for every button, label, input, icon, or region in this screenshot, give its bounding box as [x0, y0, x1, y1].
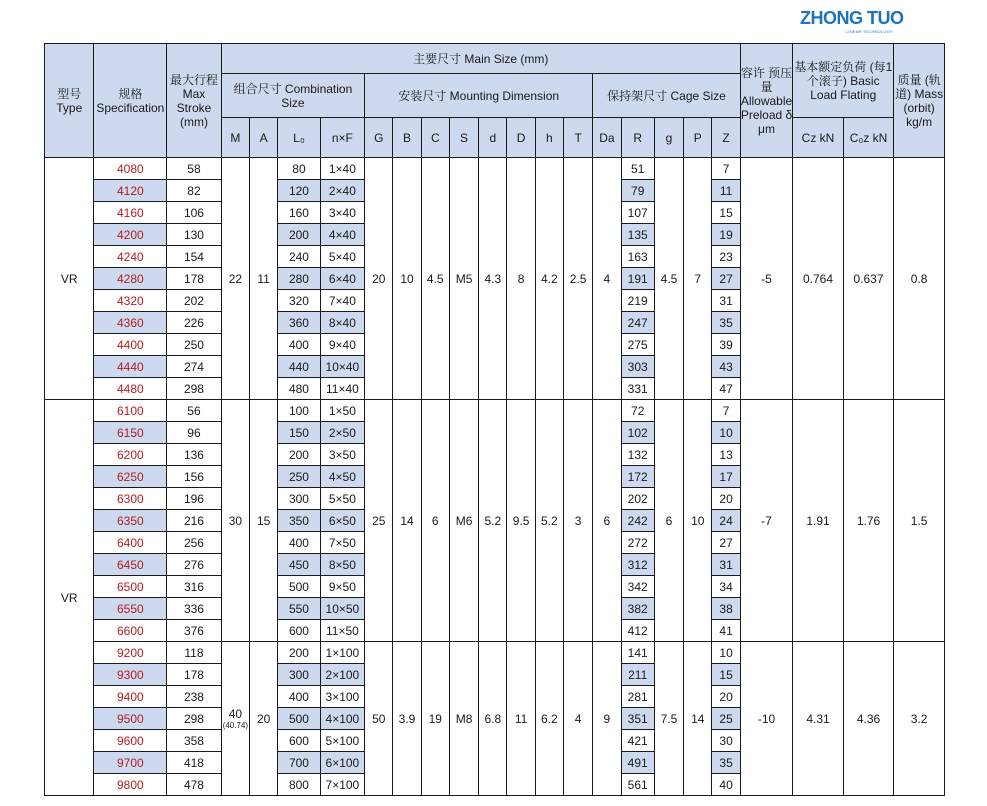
shared-preload-cell: -5: [740, 158, 793, 400]
stroke-cell: 358: [167, 730, 222, 752]
col-header: A: [250, 118, 278, 158]
m-note: (40.74): [222, 721, 249, 730]
z-cell: 40: [712, 774, 740, 796]
r-cell: 491: [621, 752, 654, 774]
header-cz: Cz kN: [793, 118, 844, 158]
r-cell: 382: [621, 598, 654, 620]
z-cell: 17: [712, 466, 740, 488]
type-cell: VR: [45, 158, 94, 400]
col-header: h: [535, 118, 563, 158]
spec-cell: 6150: [94, 422, 167, 444]
spec-cell: 6450: [94, 554, 167, 576]
l0-cell: 400: [278, 334, 320, 356]
table-row: [45, 158, 945, 180]
r-cell: 351: [621, 708, 654, 730]
shared-b-cell: 3.9: [393, 642, 421, 796]
nf-cell: 5×100: [320, 730, 364, 752]
spec-cell: 4080: [94, 158, 167, 180]
spec-cell: 9200: [94, 642, 167, 664]
shared-b-cell: 10: [393, 158, 421, 400]
l0-cell: 200: [278, 224, 320, 246]
nf-cell: 10×40: [320, 356, 364, 378]
shared-d-cell: 11: [507, 642, 535, 796]
z-cell: 39: [712, 334, 740, 356]
z-cell: 27: [712, 532, 740, 554]
spec-cell: 4240: [94, 246, 167, 268]
l0-cell: 800: [278, 774, 320, 796]
z-cell: 15: [712, 202, 740, 224]
stroke-cell: 202: [167, 290, 222, 312]
col-header: P: [684, 118, 712, 158]
spec-cell: 9400: [94, 686, 167, 708]
shared-g-cell: 50: [365, 642, 393, 796]
col-header: S: [449, 118, 478, 158]
r-cell: 72: [621, 400, 654, 422]
shared-g-cell: 7.5: [654, 642, 683, 796]
z-cell: 27: [712, 268, 740, 290]
shared-h-cell: 4.2: [535, 158, 563, 400]
spec-table: [44, 43, 945, 796]
l0-cell: 320: [278, 290, 320, 312]
l0-cell: 500: [278, 708, 320, 730]
stroke-cell: 376: [167, 620, 222, 642]
stroke-cell: 250: [167, 334, 222, 356]
nf-cell: 9×50: [320, 576, 364, 598]
shared-h-cell: 5.2: [535, 400, 563, 642]
col-header: R: [621, 118, 654, 158]
spec-cell: 9600: [94, 730, 167, 752]
spec-cell: 6250: [94, 466, 167, 488]
nf-cell: 6×100: [320, 752, 364, 774]
nf-cell: 6×50: [320, 510, 364, 532]
stroke-cell: 298: [167, 708, 222, 730]
shared-a-cell: 11: [250, 158, 278, 400]
l0-cell: 160: [278, 202, 320, 224]
l0-cell: 400: [278, 686, 320, 708]
shared-c0z-cell: 1.76: [843, 400, 894, 642]
shared-g-cell: 25: [365, 400, 393, 642]
nf-cell: 1×50: [320, 400, 364, 422]
shared-c0z-cell: 0.637: [843, 158, 894, 400]
stroke-cell: 418: [167, 752, 222, 774]
shared-p-cell: 14: [684, 642, 712, 796]
spec-cell: 4440: [94, 356, 167, 378]
col-header: Z: [712, 118, 740, 158]
r-cell: 247: [621, 312, 654, 334]
spec-cell: 4280: [94, 268, 167, 290]
shared-a-cell: 20: [250, 642, 278, 796]
header-combination: 组合尺寸 Combination Size: [221, 74, 364, 118]
nf-cell: 10×50: [320, 598, 364, 620]
col-header: Da: [593, 118, 621, 158]
l0-cell: 120: [278, 180, 320, 202]
r-cell: 191: [621, 268, 654, 290]
l0-cell: 400: [278, 532, 320, 554]
spec-cell: 6100: [94, 400, 167, 422]
l0-cell: 80: [278, 158, 320, 180]
l0-cell: 440: [278, 356, 320, 378]
r-cell: 51: [621, 158, 654, 180]
z-cell: 30: [712, 730, 740, 752]
stroke-cell: 56: [167, 400, 222, 422]
stroke-cell: 156: [167, 466, 222, 488]
r-cell: 107: [621, 202, 654, 224]
logo-name: ZHONG TUO: [800, 8, 904, 28]
r-cell: 135: [621, 224, 654, 246]
z-cell: 35: [712, 752, 740, 774]
shared-da-cell: 9: [593, 642, 621, 796]
r-cell: 172: [621, 466, 654, 488]
z-cell: 31: [712, 554, 740, 576]
z-cell: 13: [712, 444, 740, 466]
shared-b-cell: 14: [393, 400, 421, 642]
shared-t-cell: 2.5: [563, 158, 592, 400]
shared-da-cell: 4: [593, 158, 621, 400]
z-cell: 7: [712, 158, 740, 180]
r-cell: 202: [621, 488, 654, 510]
z-cell: 23: [712, 246, 740, 268]
shared-c-cell: 6: [421, 400, 449, 642]
nf-cell: 8×40: [320, 312, 364, 334]
type-cell: VR: [45, 400, 94, 796]
l0-cell: 300: [278, 664, 320, 686]
spec-cell: 6300: [94, 488, 167, 510]
shared-p-cell: 7: [684, 158, 712, 400]
r-cell: 281: [621, 686, 654, 708]
shared-s-cell: M8: [449, 642, 478, 796]
stroke-cell: 336: [167, 598, 222, 620]
nf-cell: 11×50: [320, 620, 364, 642]
stroke-cell: 276: [167, 554, 222, 576]
stroke-cell: 216: [167, 510, 222, 532]
header-type: 型号 Type: [45, 44, 94, 158]
nf-cell: 6×40: [320, 268, 364, 290]
r-cell: 312: [621, 554, 654, 576]
r-cell: 342: [621, 576, 654, 598]
shared-cz-cell: 4.31: [793, 642, 844, 796]
shared-g-cell: 6: [654, 400, 683, 642]
z-cell: 24: [712, 510, 740, 532]
shared-cz-cell: 0.764: [793, 158, 844, 400]
col-header: T: [563, 118, 592, 158]
stroke-cell: 118: [167, 642, 222, 664]
spec-cell: 6350: [94, 510, 167, 532]
stroke-cell: 274: [167, 356, 222, 378]
stroke-cell: 82: [167, 180, 222, 202]
z-cell: 47: [712, 378, 740, 400]
z-cell: 11: [712, 180, 740, 202]
l0-cell: 500: [278, 576, 320, 598]
l0-cell: 200: [278, 444, 320, 466]
l0-cell: 150: [278, 422, 320, 444]
shared-c0z-cell: 4.36: [843, 642, 894, 796]
col-header: B: [393, 118, 421, 158]
z-cell: 41: [712, 620, 740, 642]
nf-cell: 8×50: [320, 554, 364, 576]
stroke-cell: 178: [167, 268, 222, 290]
nf-cell: 3×100: [320, 686, 364, 708]
stroke-cell: 106: [167, 202, 222, 224]
shared-cz-cell: 1.91: [793, 400, 844, 642]
l0-cell: 350: [278, 510, 320, 532]
table-body: [45, 158, 945, 796]
z-cell: 10: [712, 422, 740, 444]
nf-cell: 2×50: [320, 422, 364, 444]
r-cell: 275: [621, 334, 654, 356]
col-header: C: [421, 118, 449, 158]
z-cell: 19: [712, 224, 740, 246]
r-cell: 421: [621, 730, 654, 752]
spec-cell: 6600: [94, 620, 167, 642]
nf-cell: 9×40: [320, 334, 364, 356]
m-value: 40: [228, 707, 243, 721]
header-spec: 规格 Specification: [94, 44, 167, 158]
l0-cell: 480: [278, 378, 320, 400]
stroke-cell: 154: [167, 246, 222, 268]
r-cell: 141: [621, 642, 654, 664]
shared-da-cell: 6: [593, 400, 621, 642]
l0-cell: 100: [278, 400, 320, 422]
r-cell: 412: [621, 620, 654, 642]
r-cell: 331: [621, 378, 654, 400]
nf-cell: 4×40: [320, 224, 364, 246]
r-cell: 219: [621, 290, 654, 312]
r-cell: 211: [621, 664, 654, 686]
shared-m-cell: 30: [221, 400, 249, 642]
col-header: g: [654, 118, 683, 158]
brand-logo: [800, 8, 904, 40]
shared-preload-cell: -7: [740, 400, 793, 642]
stroke-cell: 58: [167, 158, 222, 180]
col-header: n×F: [320, 118, 364, 158]
header-cage: 保持架尺寸 Cage Size: [593, 74, 740, 118]
r-cell: 303: [621, 356, 654, 378]
spec-cell: 4120: [94, 180, 167, 202]
z-cell: 10: [712, 642, 740, 664]
header-preload: 容许 预压量 Allowable Preload δ μm: [740, 44, 793, 158]
l0-cell: 600: [278, 730, 320, 752]
r-cell: 79: [621, 180, 654, 202]
nf-cell: 11×40: [320, 378, 364, 400]
shared-s-cell: M6: [449, 400, 478, 642]
table-row: [45, 642, 945, 664]
nf-cell: 7×100: [320, 774, 364, 796]
l0-cell: 700: [278, 752, 320, 774]
spec-cell: 4360: [94, 312, 167, 334]
header-main-size: 主要尺寸 Main Size (mm): [221, 44, 740, 74]
r-cell: 102: [621, 422, 654, 444]
stroke-cell: 226: [167, 312, 222, 334]
shared-p-cell: 10: [684, 400, 712, 642]
spec-cell: 6500: [94, 576, 167, 598]
spec-cell: 6400: [94, 532, 167, 554]
z-cell: 15: [712, 664, 740, 686]
nf-cell: 7×40: [320, 290, 364, 312]
l0-cell: 450: [278, 554, 320, 576]
col-header: G: [365, 118, 393, 158]
stroke-cell: 130: [167, 224, 222, 246]
r-cell: 242: [621, 510, 654, 532]
shared-h-cell: 6.2: [535, 642, 563, 796]
shared-preload-cell: -10: [740, 642, 793, 796]
l0-cell: 300: [278, 488, 320, 510]
l0-cell: 550: [278, 598, 320, 620]
logo-subtitle: LINEAR TECHNOLOGY: [846, 29, 893, 34]
z-cell: 34: [712, 576, 740, 598]
nf-cell: 1×40: [320, 158, 364, 180]
shared-c-cell: 19: [421, 642, 449, 796]
stroke-cell: 478: [167, 774, 222, 796]
nf-cell: 2×40: [320, 180, 364, 202]
z-cell: 43: [712, 356, 740, 378]
header-mounting: 安装尺寸 Mounting Dimension: [365, 74, 593, 118]
z-cell: 38: [712, 598, 740, 620]
z-cell: 31: [712, 290, 740, 312]
col-header: L₀: [278, 118, 320, 158]
spec-cell: 4320: [94, 290, 167, 312]
shared-mass-cell: 0.8: [894, 158, 945, 400]
spec-cell: 6200: [94, 444, 167, 466]
l0-cell: 200: [278, 642, 320, 664]
stroke-cell: 196: [167, 488, 222, 510]
spec-cell: 6550: [94, 598, 167, 620]
spec-cell: 9700: [94, 752, 167, 774]
shared-d-cell: 6.8: [479, 642, 507, 796]
shared-d-cell: 4.3: [479, 158, 507, 400]
table-header: [45, 44, 945, 158]
nf-cell: 4×50: [320, 466, 364, 488]
z-cell: 20: [712, 686, 740, 708]
shared-m-cell: 22: [221, 158, 249, 400]
col-header: d: [479, 118, 507, 158]
stroke-cell: 316: [167, 576, 222, 598]
shared-c-cell: 4.5: [421, 158, 449, 400]
spec-cell: 9500: [94, 708, 167, 730]
header-load: 基本额定负荷 (每1个滚子) Basic Load Flating: [793, 44, 894, 118]
nf-cell: 3×50: [320, 444, 364, 466]
spec-cell: 4480: [94, 378, 167, 400]
shared-d-cell: 9.5: [507, 400, 535, 642]
spec-cell: 4400: [94, 334, 167, 356]
spec-cell: 9300: [94, 664, 167, 686]
shared-a-cell: 15: [250, 400, 278, 642]
r-cell: 163: [621, 246, 654, 268]
stroke-cell: 298: [167, 378, 222, 400]
header-mass: 质量 (轨道) Mass (orbit) kg/m: [894, 44, 945, 158]
z-cell: 20: [712, 488, 740, 510]
nf-cell: 4×100: [320, 708, 364, 730]
table-row: [45, 400, 945, 422]
z-cell: 35: [712, 312, 740, 334]
nf-cell: 2×100: [320, 664, 364, 686]
stroke-cell: 178: [167, 664, 222, 686]
l0-cell: 250: [278, 466, 320, 488]
nf-cell: 1×100: [320, 642, 364, 664]
shared-g-cell: 20: [365, 158, 393, 400]
nf-cell: 3×40: [320, 202, 364, 224]
col-header: D: [507, 118, 535, 158]
shared-mass-cell: 3.2: [894, 642, 945, 796]
header-stroke: 最大行程 Max Stroke (mm): [167, 44, 222, 158]
z-cell: 7: [712, 400, 740, 422]
r-cell: 561: [621, 774, 654, 796]
nf-cell: 5×50: [320, 488, 364, 510]
stroke-cell: 256: [167, 532, 222, 554]
shared-t-cell: 3: [563, 400, 592, 642]
nf-cell: 7×50: [320, 532, 364, 554]
spec-cell: 4200: [94, 224, 167, 246]
shared-d-cell: 5.2: [479, 400, 507, 642]
stroke-cell: 96: [167, 422, 222, 444]
shared-mass-cell: 1.5: [894, 400, 945, 642]
shared-g-cell: 4.5: [654, 158, 683, 400]
col-header: M: [221, 118, 249, 158]
spec-cell: 4160: [94, 202, 167, 224]
spec-cell: 9800: [94, 774, 167, 796]
l0-cell: 360: [278, 312, 320, 334]
z-cell: 25: [712, 708, 740, 730]
header-c0z: C₀z kN: [843, 118, 894, 158]
shared-d-cell: 8: [507, 158, 535, 400]
stroke-cell: 136: [167, 444, 222, 466]
shared-m-cell: [221, 642, 249, 796]
r-cell: 132: [621, 444, 654, 466]
r-cell: 272: [621, 532, 654, 554]
l0-cell: 600: [278, 620, 320, 642]
shared-t-cell: 4: [563, 642, 592, 796]
shared-s-cell: M5: [449, 158, 478, 400]
nf-cell: 5×40: [320, 246, 364, 268]
l0-cell: 240: [278, 246, 320, 268]
l0-cell: 280: [278, 268, 320, 290]
stroke-cell: 238: [167, 686, 222, 708]
